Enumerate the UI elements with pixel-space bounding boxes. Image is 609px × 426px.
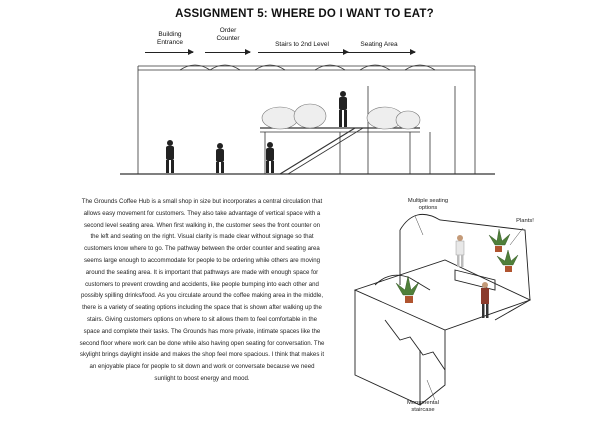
description-line: an enjoyable place for people to sit down and work or conversate because we need — [89, 363, 315, 371]
step-arrow-3 — [258, 52, 348, 53]
step-arrow-2 — [205, 52, 250, 53]
building-section-drawing — [120, 56, 495, 181]
callout-plants-label: Plants! — [516, 218, 534, 224]
description-line: there is a variety of seating options including the space that is shown after walking up the — [82, 304, 322, 312]
step-stairs — [262, 41, 342, 49]
description-line: The Grounds Coffee Hub is a small shop in size but incorporates a central circulation that — [81, 198, 323, 205]
description-line: customers to prevent crowding and accidents, like people bumping into each other and — [85, 280, 319, 288]
step-arrow-4 — [345, 52, 415, 53]
callout-stair-line1: Monumental — [407, 400, 439, 406]
callout-seating-line2: options — [418, 204, 438, 211]
description-line: the left and seating on the right. Visual clarity is made clear without signage so that — [90, 233, 314, 241]
description-line: around the seating area. It is important that pathways are made with enough space for — [85, 268, 319, 276]
callout-plants — [505, 218, 545, 225]
description-line: sunlight to boost energy and mood. — [154, 374, 250, 382]
step-order-counter — [208, 27, 248, 42]
step-arrow-1 — [145, 52, 193, 53]
page-title: ASSIGNMENT 5: WHERE DO I WANT TO EAT? — [175, 8, 434, 20]
description-line: space and complete their tasks. The Grounds has more private, intimate spaces like the — [83, 327, 321, 335]
description-line: stairs. Giving customers options on where to sit allows them to feel comfortable in the — [87, 315, 317, 323]
axonometric-drawing — [345, 190, 560, 420]
step-label-line1: Building — [158, 31, 182, 38]
description-line: allows easy movement for customers. They also take advantage of vertical space with a — [83, 209, 321, 217]
callout-seating-line1: Multiple seating — [407, 198, 449, 204]
callout-monumental-staircase — [393, 400, 453, 413]
description-line: possibly spilling drinks/food. As you circulate around the coffee making area in the middle, — [80, 292, 324, 300]
step-seating-area — [344, 41, 414, 49]
description-line: second level seating area. When first walking in, the customer sees the front counter on — [83, 221, 321, 229]
step-building-entrance — [150, 31, 190, 46]
step-label-line2: Counter — [216, 34, 240, 42]
description-line: customers know where to go. The pathway between the order counter and seating area — [84, 245, 320, 253]
description-line: skylight brings daylight inside and makes the shop feel more spacious. I think that makes it — [79, 351, 325, 359]
step-label-line2: Entrance — [156, 38, 184, 46]
description-line: seems large enough to accommodate for people to be ordering while others are moving — [83, 256, 321, 264]
step-label-line1: Seating Area — [360, 41, 398, 48]
step-label-line1: Order — [219, 27, 237, 34]
description-paragraph — [52, 196, 352, 385]
description-line: second floor where work can be done while also having open seating for conversation. The — [79, 339, 325, 347]
step-label-line1: Stairs to 2nd Level — [275, 41, 329, 48]
callout-seating-options — [398, 198, 458, 211]
callout-stair-line2: staircase — [411, 406, 435, 413]
